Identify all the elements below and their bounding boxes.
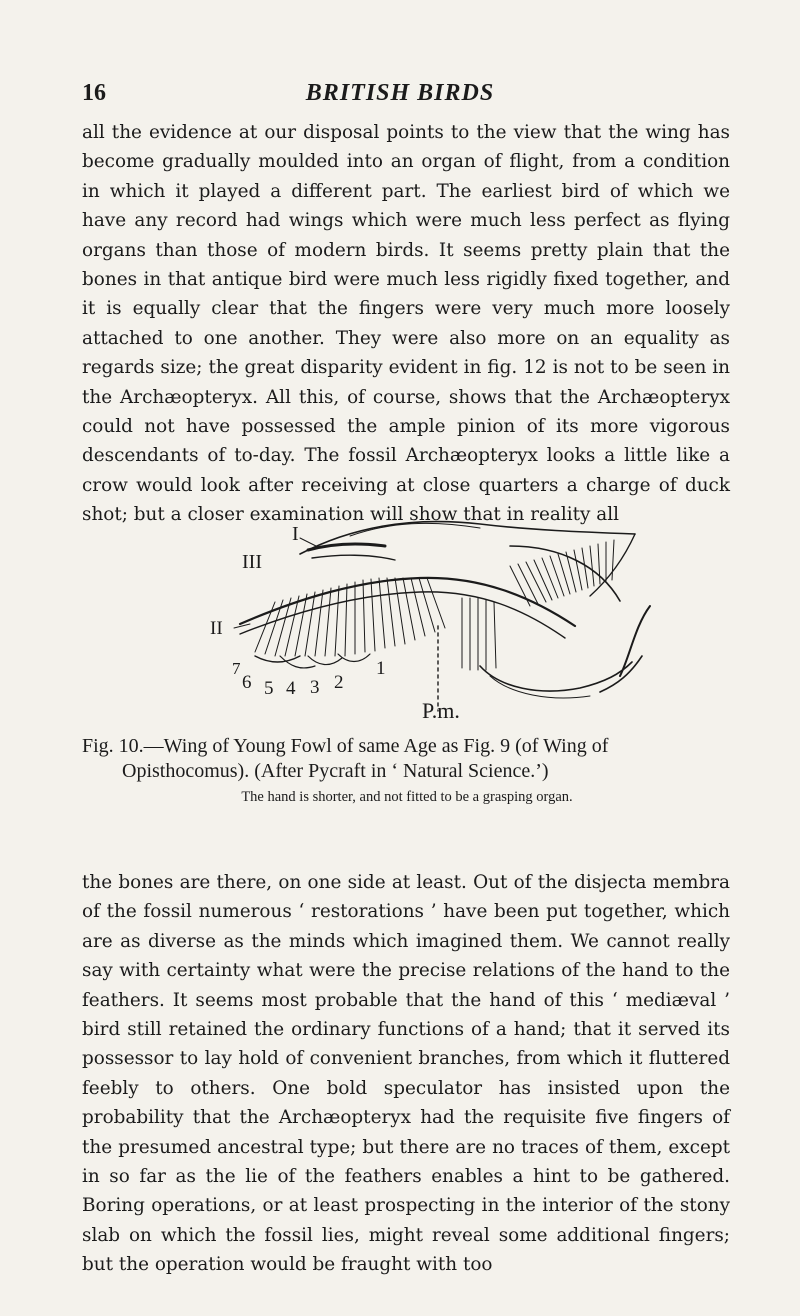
figure-caption-line-1: Fig. 10.—Wing of Young Fowl of same Age as Fig. 9 (of Wing of <box>82 735 609 757</box>
label-4: 4 <box>286 678 296 699</box>
wing-figure <box>180 506 660 721</box>
label-digit-three: III <box>242 551 262 573</box>
page-number: 16 <box>82 80 106 106</box>
label-3: 3 <box>310 677 320 698</box>
body-paragraph-bottom: the bones are there, on one side at least. Out of the disjecta membra of the fossil numerous ‘ restorations ’ have been put together, which are as diverse as the minds which imagined them. We cannot really say with certainty what were the precise relations of the hand to the feathers. It seems most probable that the hand of this ‘ mediæval ’ bird still retained the ordinary functions of a hand; that it served its possessor to lay hold of convenient branches, from which it fluttered feebly to others. One bold speculator has insisted upon the probability that the Archæopteryx had the requisite five fingers of the presumed ancestral type; but there are no traces of them, except in so far as the lie of the feathers enables a hint to be gathered. Boring operations, or at least prospecting in the interior of the stony slab on which the fossil lies, might reveal some additional fingers; but the operation would be fraught with too <box>82 872 730 1276</box>
label-digit-two: II <box>210 618 223 639</box>
wing-illustration <box>180 506 660 721</box>
figure-caption-note: The hand is shorter, and not fitted to be a grasping organ. <box>241 789 573 805</box>
body-paragraph-top: all the evidence at our disposal points to the view that the wing has become gradually moulded into an organ of flight, from a condition in which it played a different part. The earliest bird of which we have any record had wings which were much less perfect as flying organs than those of modern birds. It seems pretty plain that the bones in that antique bird were much less rigidly fixed together, and it is equally clear that the fingers were very much more loosely attached to one another. They were also more on an equality as regards size; the great disparity evident in fig. 12 is not to be seen in the Archæopteryx. All this, of course, shows that the Archæopteryx could not have possessed the ample pinion of its more vigorous descendants of to-day. The fossil Archæopteryx looks a little like a crow would look after receiving at close quarters a charge of duck shot; but a closer examination will show that in reality all <box>82 122 730 526</box>
label-digit-one: I <box>292 523 299 545</box>
figure-caption-line-2: Opisthocomus). (After Pycraft in ‘ Natural Science.’) <box>122 760 549 782</box>
label-2: 2 <box>334 672 344 693</box>
label-pm: P.m. <box>422 698 460 721</box>
label-1: 1 <box>376 658 386 679</box>
label-7: 7 <box>232 659 241 678</box>
label-5: 5 <box>264 678 274 699</box>
label-6: 6 <box>242 672 252 693</box>
running-title: BRITISH BIRDS <box>305 80 495 106</box>
page-header <box>82 80 718 120</box>
